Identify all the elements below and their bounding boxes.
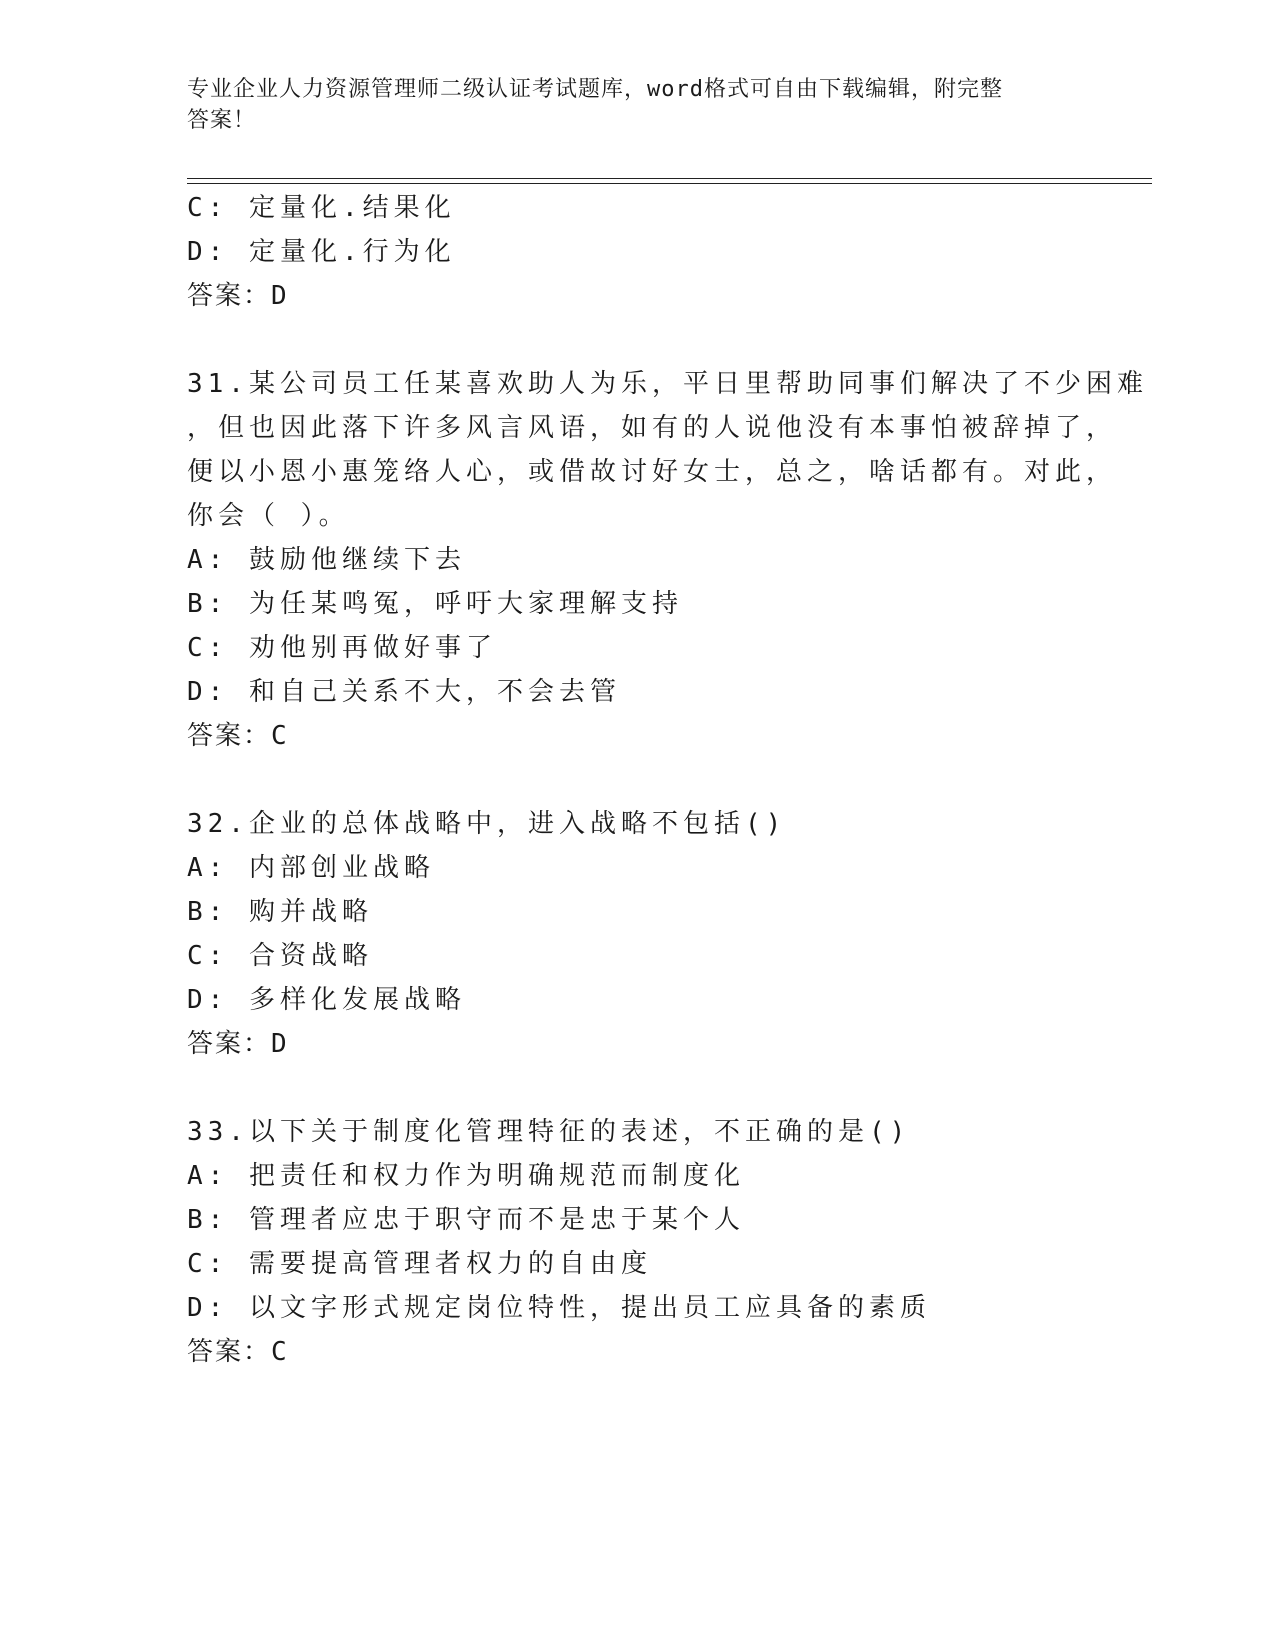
- q31-stem-line-2: ，但也因此落下许多风言风语，如有的人说他没有本事怕被辞掉了，: [187, 413, 1118, 443]
- page-header: [187, 74, 1067, 136]
- q33-option-b: B: 管理者应忠于职守而不是忠于某个人: [187, 1205, 745, 1235]
- header-line-2: 答案！: [187, 108, 257, 133]
- q33-stem: 33.以下关于制度化管理特征的表述，不正确的是(): [187, 1117, 911, 1147]
- q32-stem: 32.企业的总体战略中，进入战略不包括(): [187, 809, 787, 839]
- q33-answer: 答案：C: [187, 1337, 289, 1367]
- header-divider-top: [187, 178, 1152, 179]
- q31-stem-line-3: 便以小恩小惠笼络人心，或借故讨好女士，总之，啥话都有。对此，: [187, 457, 1118, 487]
- prev-option-c: C: 定量化.结果化: [187, 193, 456, 223]
- q31-stem-line-1: 31.某公司员工任某喜欢助人为乐，平日里帮助同事们解决了不少困难: [187, 369, 1148, 399]
- q31-stem-line-4: 你会（ ）。: [187, 501, 350, 531]
- q31-option-c: C: 劝他别再做好事了: [187, 633, 497, 663]
- q32-option-a: A: 内部创业战略: [187, 853, 435, 883]
- prev-answer: 答案：D: [187, 281, 289, 311]
- q33-option-c: C: 需要提高管理者权力的自由度: [187, 1249, 652, 1279]
- header-divider-bottom: [187, 183, 1152, 184]
- prev-option-d: D: 定量化.行为化: [187, 237, 456, 267]
- q31-option-d: D: 和自己关系不大，不会去管: [187, 677, 621, 707]
- q33-option-d: D: 以文字形式规定岗位特性，提出员工应具备的素质: [187, 1293, 931, 1323]
- q32-option-d: D: 多样化发展战略: [187, 985, 466, 1015]
- q32-option-b: B: 购并战略: [187, 897, 373, 927]
- q31-option-a: A: 鼓励他继续下去: [187, 545, 466, 575]
- q32-option-c: C: 合资战略: [187, 941, 373, 971]
- q31-option-b: B: 为任某鸣冤，呼吁大家理解支持: [187, 589, 683, 619]
- q31-answer: 答案：C: [187, 721, 289, 751]
- q33-option-a: A: 把责任和权力作为明确规范而制度化: [187, 1161, 745, 1191]
- q32-answer: 答案：D: [187, 1029, 289, 1059]
- header-line-1: 专业企业人力资源管理师二级认证考试题库，word格式可自由下载编辑，附完整: [187, 77, 1003, 102]
